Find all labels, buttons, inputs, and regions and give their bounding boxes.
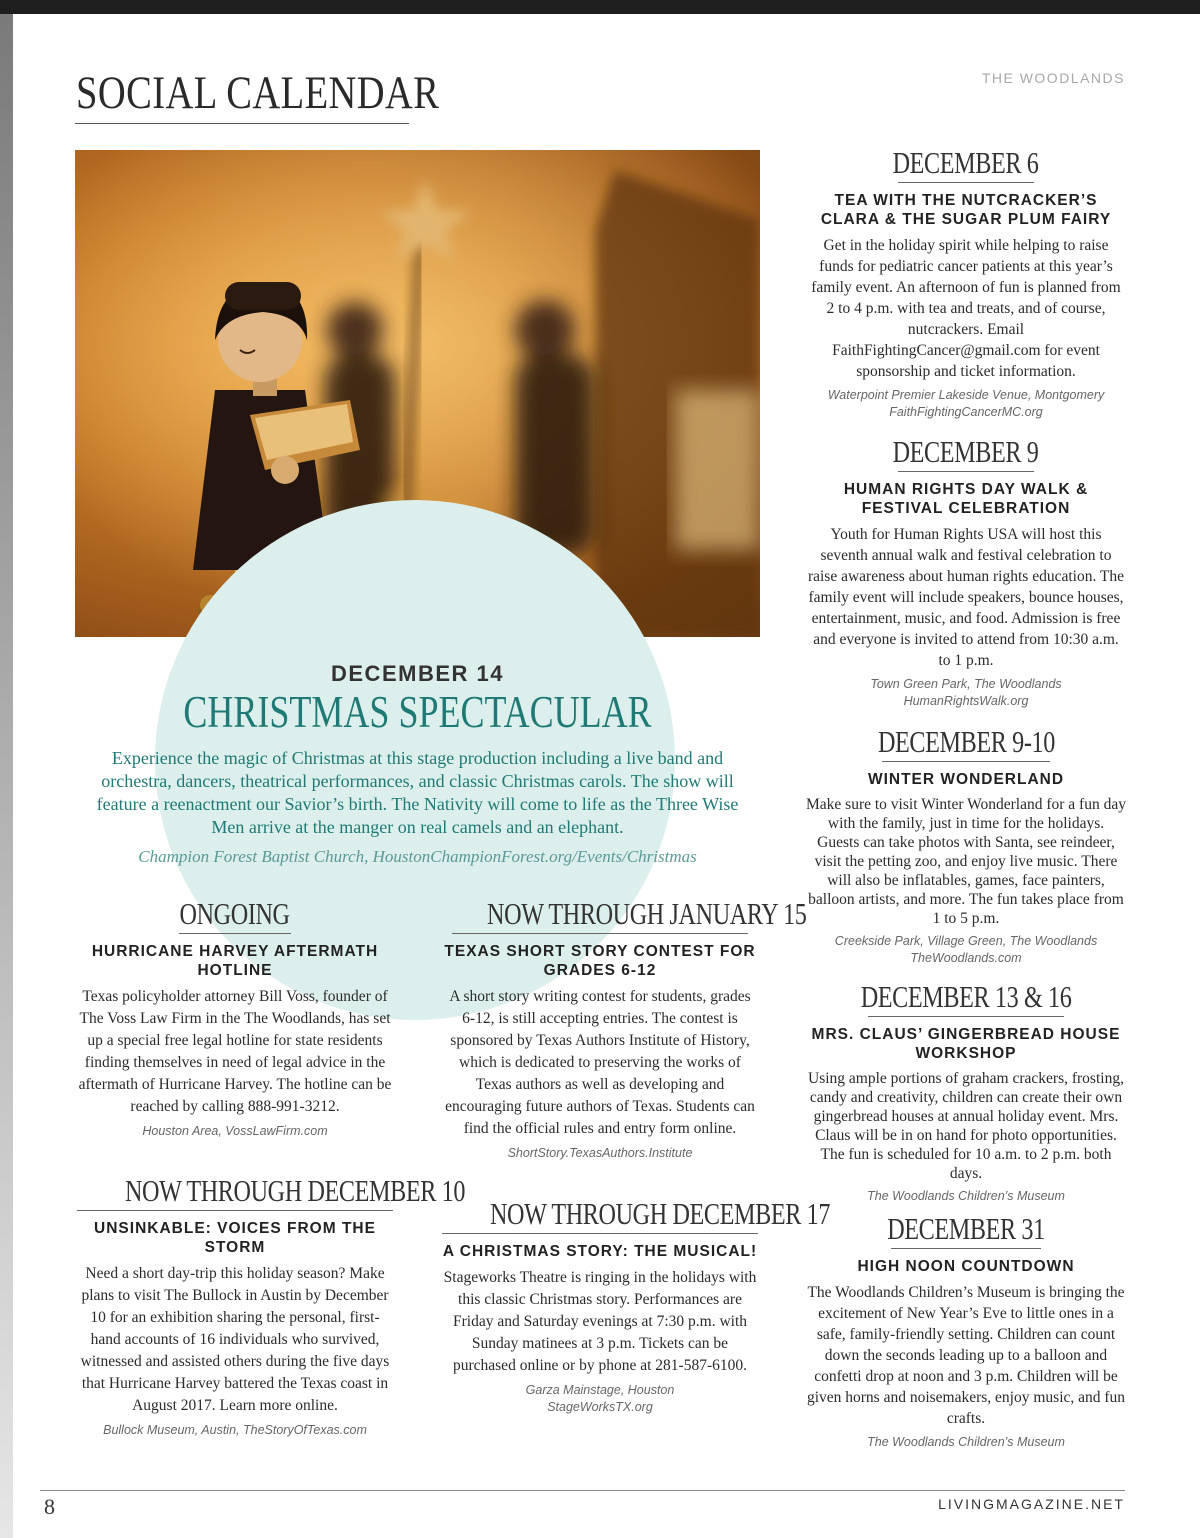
event-venue: The Woodlands Children’s Museum: [867, 1189, 1065, 1203]
heading-rule: [898, 182, 1034, 183]
event-description: Make sure to visit Winter Wonderland for a fun day with the family, just in time for the holidays. Guests can take photos with Santa, see reindeer, visit the petting zoo, and enjoy live music. There will also be inflatables, games, face painters, balloon artists, and more. The fun takes place from 1 to 5 p.m.: [806, 796, 1126, 927]
event-title: HIGH NOON COUNTDOWN: [857, 1258, 1075, 1275]
event-high-noon-countdown: [806, 1212, 1126, 1451]
page-edge-gradient: [0, 14, 13, 1538]
event-venue: ShortStory.TexasAuthors.Institute: [507, 1146, 693, 1160]
featured-event-description: Experience the magic of Christmas at this stage production including a live band and orchestra, dancers, theatrical performances, and classic Christmas carols. The show will feature a reenactment our Savior’s birth. The Nativity will come to life as the Three Wise Men arrive at the manger on real camels and an elephant.: [96, 748, 739, 837]
event-title: TEXAS SHORT STORY CONTEST FOR GRADES 6-12: [444, 943, 756, 979]
event-date-heading: NOW THROUGH DECEMBER 17: [489, 1196, 831, 1231]
event-ongoing: [77, 897, 393, 1140]
heading-rule: [179, 933, 291, 934]
featured-event-venue: Champion Forest Baptist Church, HoustonChampionForest.org/Events/Christmas: [138, 847, 697, 866]
heading-rule: [868, 1016, 1064, 1017]
event-date-heading: DECEMBER 9-10: [877, 724, 1055, 759]
event-website: StageWorksTX.org: [547, 1400, 653, 1414]
event-date-heading: DECEMBER 6: [893, 145, 1039, 180]
event-short-story-contest: [442, 896, 807, 1162]
event-website: HumanRightsWalk.org: [903, 694, 1029, 708]
event-winter-wonderland: [806, 725, 1126, 967]
event-venue: Bullock Museum, Austin, TheStoryOfTexas.com: [103, 1423, 367, 1437]
heading-rule: [898, 471, 1034, 472]
event-description: Using ample portions of graham crackers, frosting, candy and creativity, children can create their own gingerbread houses at annual holiday event. Mrs. Claus will be in on hand for photo opportunities. The fun is scheduled for 10 a.m. to 2 p.m. both days.: [808, 1070, 1124, 1182]
page-number: 8: [44, 1494, 55, 1519]
event-description: The Woodlands Children’s Museum is bringing the excitement of New Year’s Eve to little ones in a safe, family-friendly setting. Children can count down the seconds leading up to a balloon and confetti drop at noon and 3 p.m. Children will be given horns and noisemakers, enjoy music, and fun crafts.: [806, 1284, 1126, 1427]
event-venue: Creekside Park, Village Green, The Woodlands: [834, 934, 1098, 948]
event-title: WINTER WONDERLAND: [867, 771, 1065, 788]
heading-rule: [452, 933, 748, 934]
heading-rule: [77, 1210, 393, 1211]
heading-rule: [882, 761, 1050, 762]
event-description: A short story writing contest for students, grades 6-12, is still accepting entries. The contest is sponsored by Texas Authors Institute of History, which is dedicated to preserving the works of Texas authors as well as developing and encouraging future authors of Texas. Students can find the official rules and entry form online.: [445, 988, 755, 1137]
event-description: Texas policyholder attorney Bill Voss, founder of The Voss Law Firm in the The Woodlands, has set up a special free legal hotline for state residents finding themselves in need of legal advice in the aftermath of Hurricane Harvey. The hotline can be reached by calling 888-991-3212.: [78, 988, 392, 1115]
event-date-heading: DECEMBER 9: [893, 434, 1039, 469]
page-title: SOCIAL CALENDAR: [76, 67, 440, 119]
featured-event-date: DECEMBER 14: [331, 661, 504, 686]
event-title: HURRICANE HARVEY AFTERMATH HOTLINE: [91, 943, 379, 979]
event-website: TheWoodlands.com: [910, 951, 1022, 965]
event-description: Stageworks Theatre is ringing in the holidays with this classic Christmas story. Performances are Friday and Saturday evenings at 7:30 p.m. with Sunday matinees at 3 p.m. Tickets can be purchased online or by phone at 281-587-6100.: [443, 1269, 757, 1374]
title-underline: [75, 123, 409, 124]
event-venue: Town Green Park, The Woodlands: [870, 677, 1062, 691]
section-region-label: THE WOODLANDS: [981, 70, 1125, 86]
event-title: UNSINKABLE: VOICES FROM THE STORM: [94, 1220, 376, 1256]
event-title: TEA WITH THE NUTCRACKER’S CLARA & THE SUGAR PLUM FAIRY: [820, 192, 1112, 228]
site-url: LIVINGMAGAZINE.NET: [938, 1496, 1125, 1512]
event-date-heading: NOW THROUGH JANUARY 15: [487, 896, 807, 931]
event-title: HUMAN RIGHTS DAY WALK & FESTIVAL CELEBRATION: [843, 481, 1089, 517]
event-description: Youth for Human Rights USA will host this seventh annual walk and festival celebration to raise awareness about human rights education. The family event will include speakers, bounce houses, entertainment, music, and food. Admission is free and everyone is invited to attend from 10:30 a.m. to 1 p.m.: [807, 526, 1125, 669]
event-title: MRS. CLAUS’ GINGERBREAD HOUSE WORKSHOP: [811, 1026, 1121, 1062]
event-website: FaithFightingCancerMC.org: [889, 405, 1043, 419]
event-venue: Garza Mainstage, Houston: [525, 1383, 675, 1397]
event-human-rights-walk: [806, 435, 1126, 710]
event-date-heading: DECEMBER 31: [887, 1211, 1045, 1246]
event-title: A CHRISTMAS STORY: THE MUSICAL!: [442, 1243, 758, 1260]
event-nutcracker-tea: [806, 146, 1126, 421]
heading-rule: [891, 1248, 1041, 1249]
top-bar: [0, 0, 1200, 14]
event-date-heading: ONGOING: [179, 896, 291, 931]
event-venue: Houston Area, VossLawFirm.com: [142, 1124, 328, 1138]
event-description: Get in the holiday spirit while helping to raise funds for pediatric cancer patients at this year’s family event. An afternoon of fun is planned from 2 to 4 p.m. with tea and treats, and of course, nutcrackers. Email FaithFightingCancer@gmail.com for event sponsorship and ticket information.: [811, 237, 1121, 380]
event-gingerbread-workshop: [806, 980, 1126, 1205]
event-venue: Waterpoint Premier Lakeside Venue, Montgomery: [827, 388, 1105, 402]
featured-event: [75, 655, 760, 867]
event-date-heading: NOW THROUGH DECEMBER 10: [124, 1173, 466, 1208]
event-date-heading: DECEMBER 13 & 16: [860, 979, 1072, 1014]
featured-event-title: CHRISTMAS SPECTACULAR: [183, 687, 652, 737]
event-venue: The Woodlands Children’s Museum: [867, 1435, 1065, 1449]
event-unsinkable: [77, 1173, 466, 1439]
event-christmas-story-musical: [442, 1196, 831, 1416]
event-description: Need a short day-trip this holiday season? Make plans to visit The Bullock in Austin by December 10 for an exhibition sharing the personal, first-hand accounts of 16 individuals who survived, witnessed and assisted others during the five days that Hurricane Harvey battered the Texas coast in August 2017. Learn more online.: [80, 1265, 390, 1414]
footer-rule: [40, 1490, 1125, 1491]
heading-rule: [442, 1233, 758, 1234]
